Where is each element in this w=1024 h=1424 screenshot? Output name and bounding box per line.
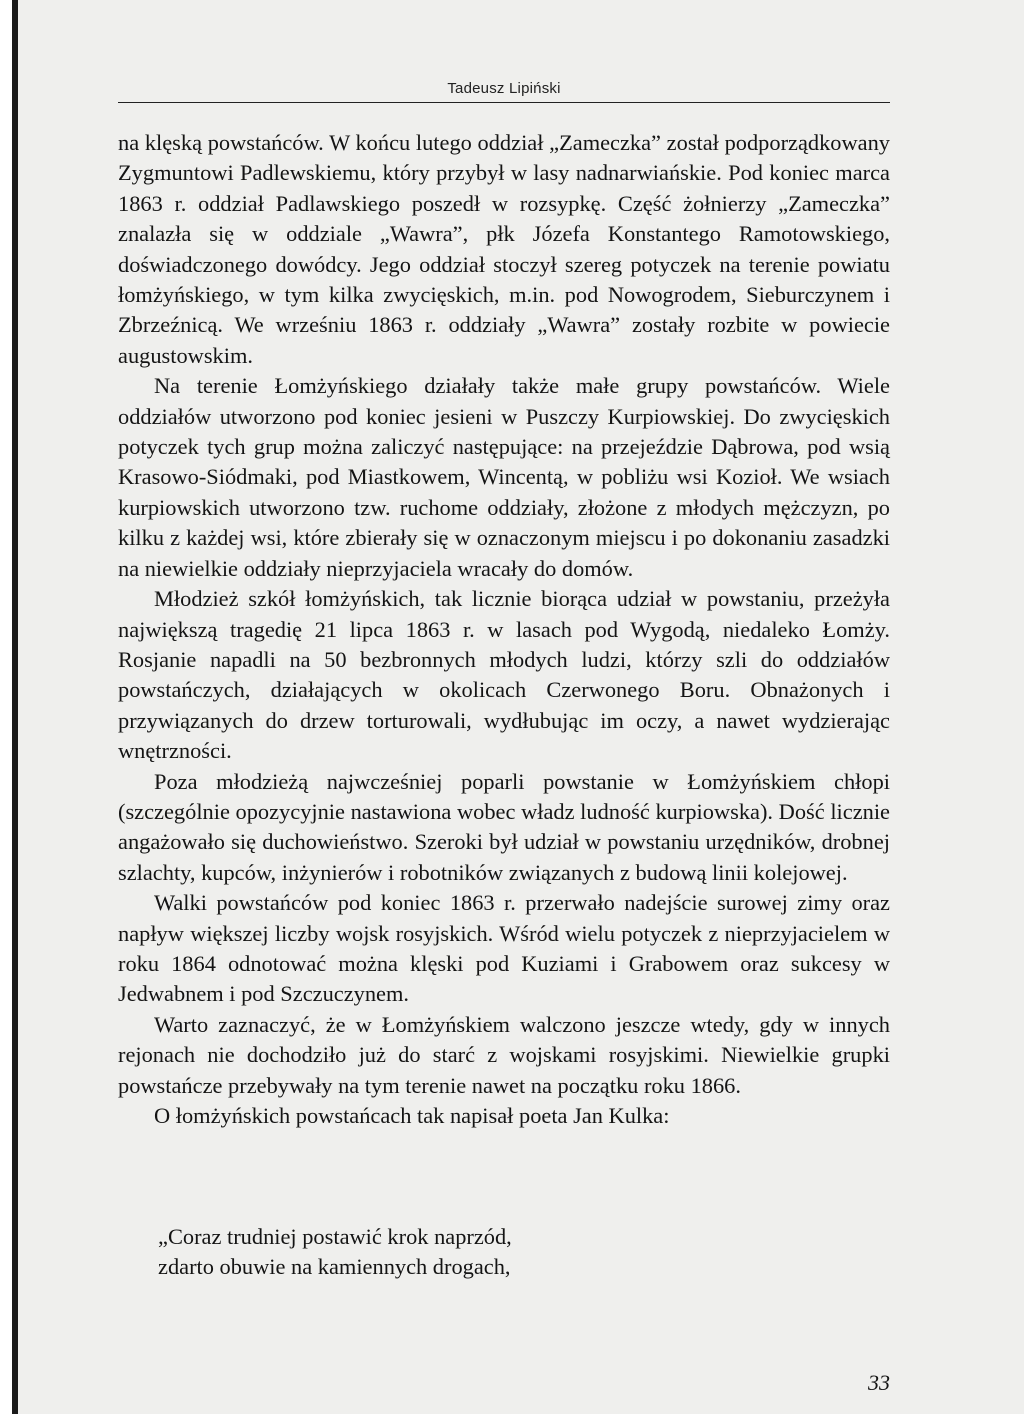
poem-quote	[158, 1222, 858, 1283]
paragraph: Warto zaznaczyć, że w Łomżyńskiem walczono jeszcze wtedy, gdy w innych rejonach nie dochodziło już do starć z wojskami rosyjskimi. Niewielkie grupki powstańcze przebywały na tym terenie nawet na początku roku 1866.	[118, 1011, 890, 1098]
running-head: Tadeusz Lipiński	[447, 80, 561, 97]
verse-line: „Coraz trudniej postawić krok naprzód,	[158, 1224, 512, 1249]
scan-bottom-margin	[0, 1414, 1024, 1424]
paragraph: Poza młodzieżą najwcześniej poparli powstanie w Łomżyńskiem chłopi (szczególnie opozycyjnie nastawiona wobec władz ludność kurpiowska). Dość licznie angażowało się duchowieństwo. Szeroki był udział w powstaniu urzędników, drobnej szlachty, kupców, inżynierów i robotników związanych z budową linii kolejowej.	[118, 768, 890, 885]
paragraph: Walki powstańców pod koniec 1863 r. przerwało nadejście surowej zimy oraz napływ większej liczby wojsk rosyjskich. Wśród wielu potyczek z nieprzyjacielem w roku 1864 odnotować można klęski pod Kuziami i Grabowem oraz sukcesy w Jedwabnem i pod Szczuczynem.	[118, 890, 890, 1007]
page-number: 33	[868, 1370, 890, 1395]
scan-left-margin	[0, 0, 12, 1424]
verse-line: zdarto obuwie na kamiennych drogach,	[158, 1254, 511, 1280]
paragraph-continued: na klęską powstańców. W końcu lutego oddział „Zameczka” został podporządkowany Zygmuntowi Padlewskiemu, który przybył w lasy nadnarwiańskie. Pod koniec marca 1863 r. oddział Padlawskiego poszedł w rozsypkę. Część żołnierzy „Zameczka” znalazła się w oddziale „Wawra”, płk Józefa Konstantego Ramotowskiego, doświadczonego dowódcy. Jego oddział stoczył szereg potyczek na terenie powiatu łomżyńskiego, w tym kilka zwycięskich, m.in. pod Nowogrodem, Sieburczynem i Zbrzeźnicą. We wrześniu 1863 r. oddziały „Wawra” zostały rozbite w powiecie augustowskim.	[118, 130, 890, 368]
paragraph: Na terenie Łomżyńskiego działały także małe grupy powstańców. Wiele oddziałów utworzono pod koniec jesieni w Puszczy Kurpiowskiej. Do zwycięskich potyczek tych grup można zaliczyć następujące: na przejeździe Dąbrowa, pod wsią Krasowo-Siódmaki, pod Miastkowem, Wincentą, w pobliżu wsi Kozioł. We wsiach kurpiowskich utworzono tzw. ruchome oddziały, złożone z młodych mężczyzn, po kilku z każdej wsi, które zbierały się w oznaczonym miejscu i po dokonaniu zasadzki na niewielkie oddziały nieprzyjaciela wracały do domów.	[118, 373, 890, 581]
body-text	[118, 128, 890, 1131]
scan-binding-shadow	[12, 0, 18, 1424]
paragraph-quote-intro: O łomżyńskich powstańcach tak napisał poeta Jan Kulka:	[154, 1103, 670, 1128]
paragraph: Młodzież szkół łomżyńskich, tak licznie biorąca udział w powstaniu, przeżyła największą tragedię 21 lipca 1863 r. w lasach pod Wygodą, niedaleko Łomży. Rosjanie napadli na 50 bezbronnych młodych ludzi, którzy szli do oddziałów powstańczych, działających w okolicach Czerwonego Boru. Obnażonych i przywiązanych do drzew torturowali, wydłubując im oczy, a nawet wydzierając wnętrzności.	[118, 586, 890, 764]
header-rule	[118, 102, 890, 103]
